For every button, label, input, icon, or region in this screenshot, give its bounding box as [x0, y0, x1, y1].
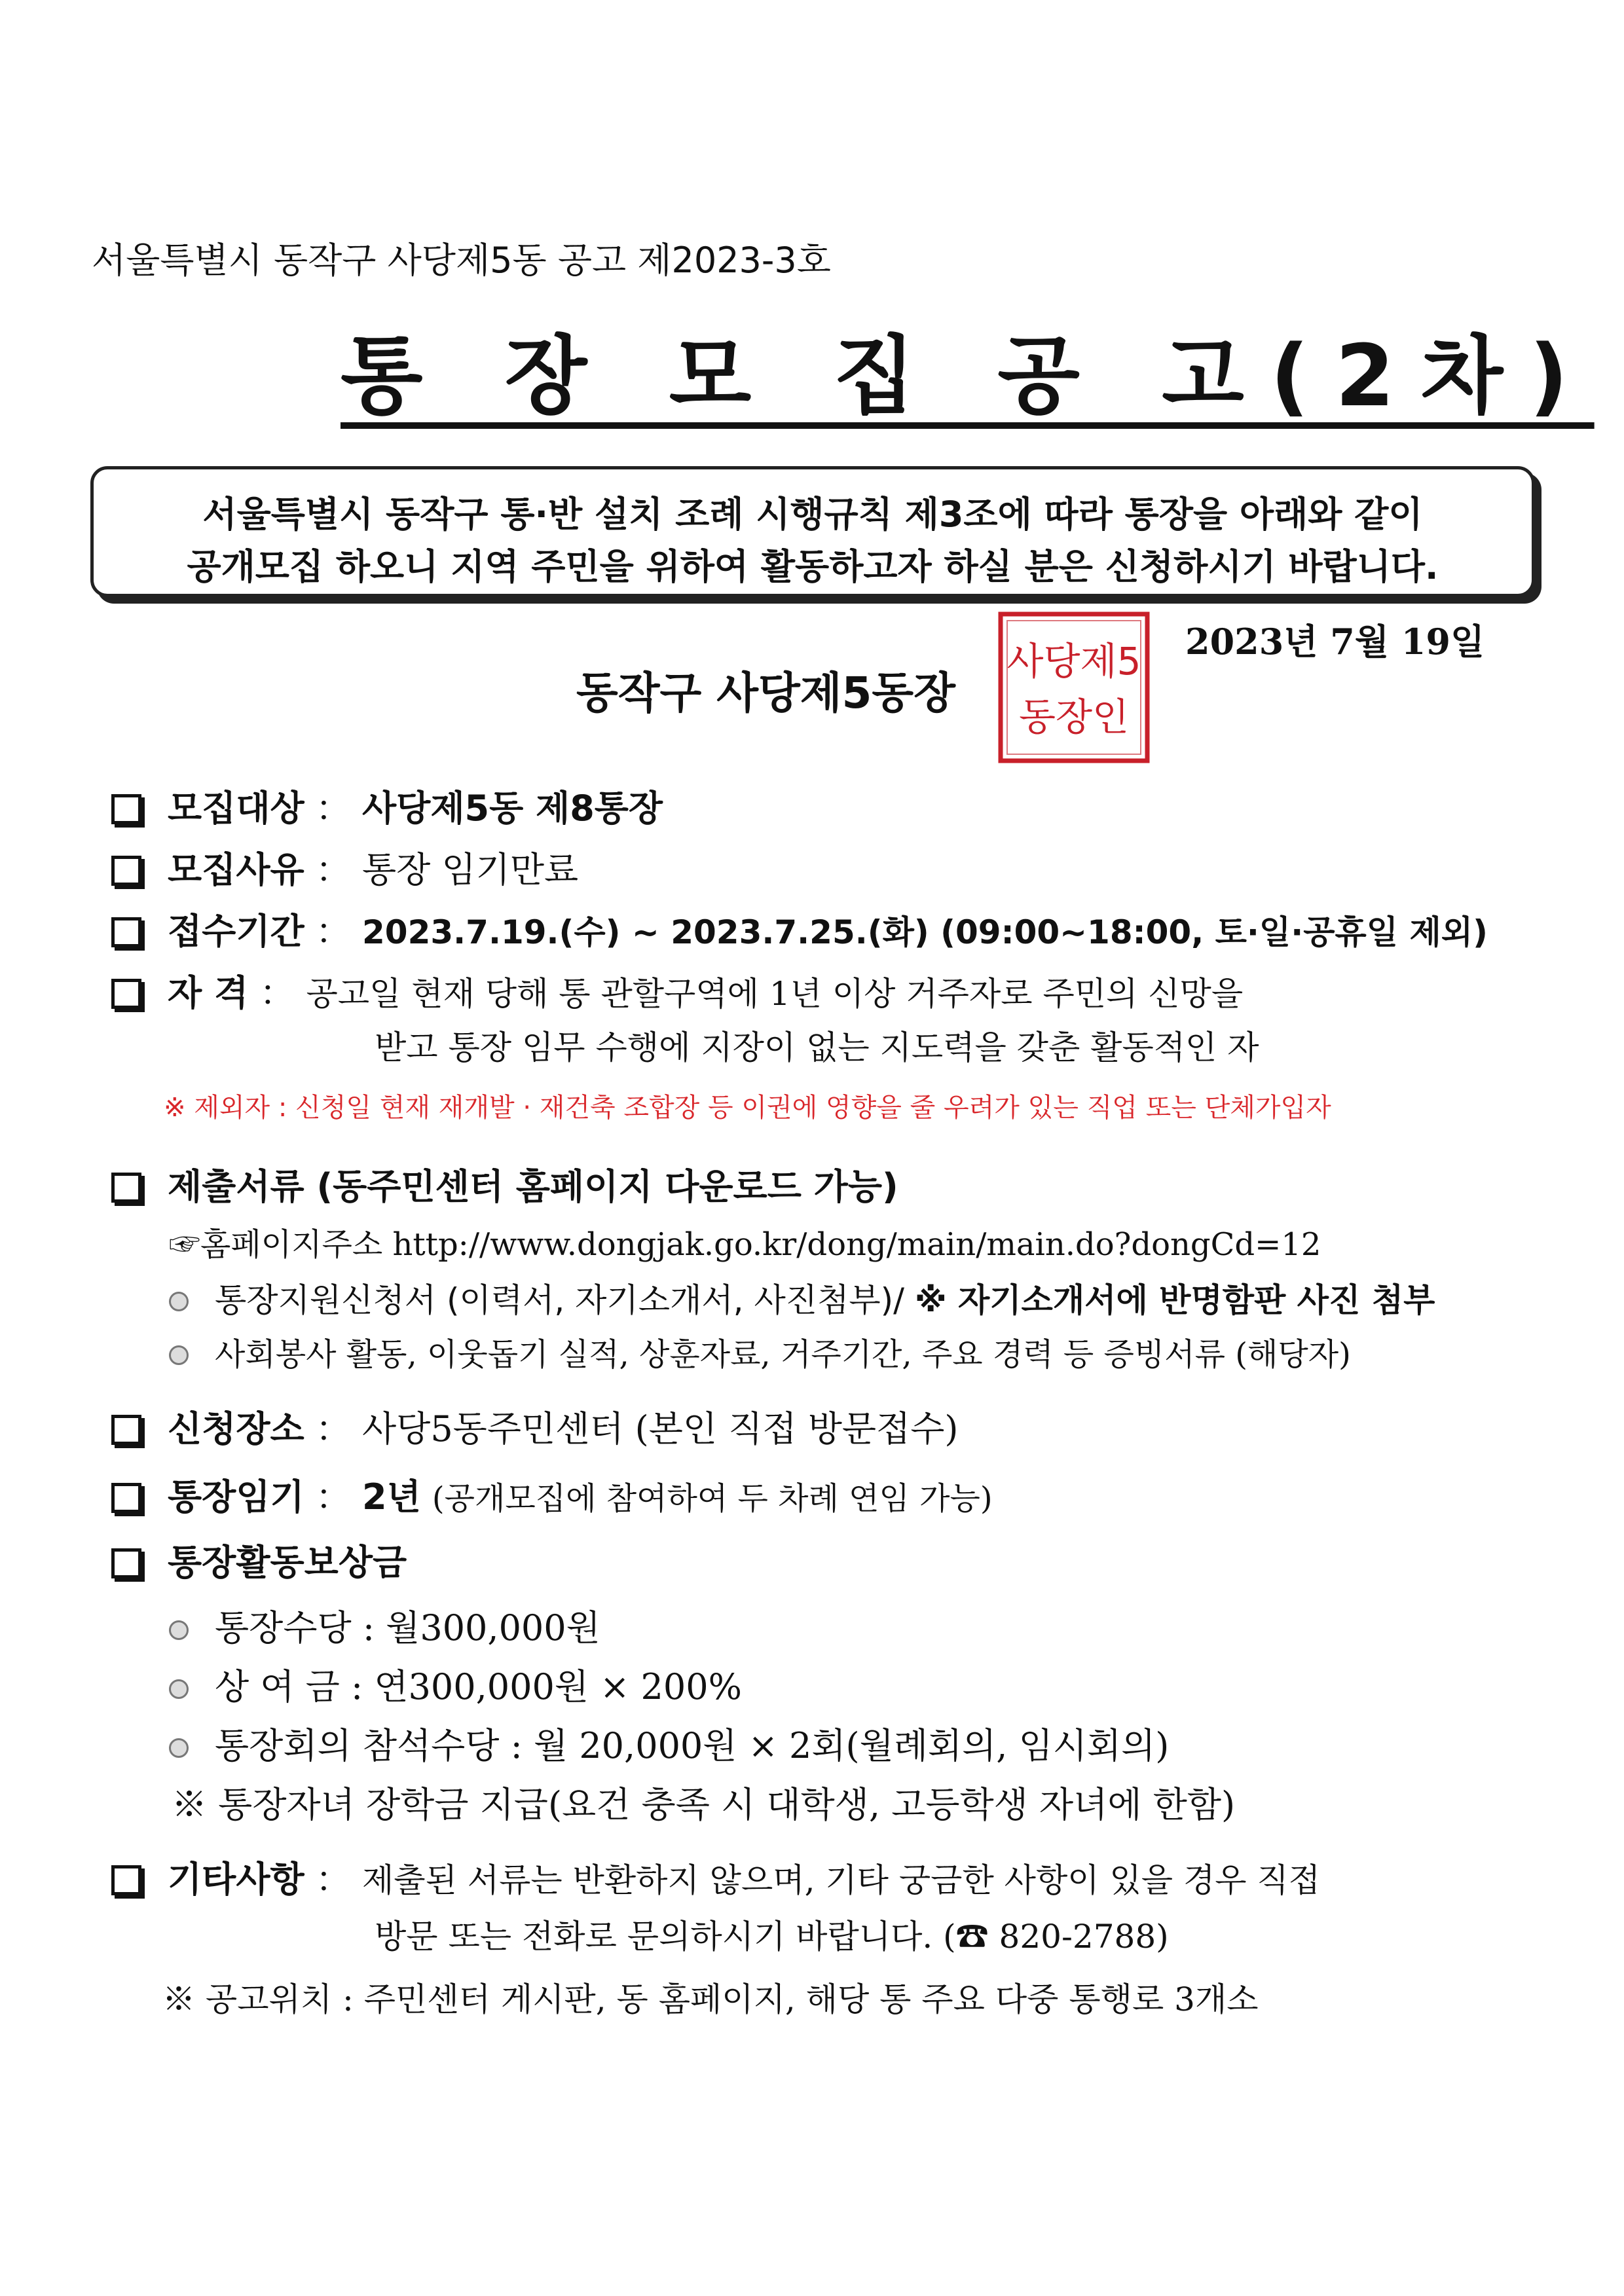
term-sep: ： — [315, 1476, 351, 1518]
issuer: 동작구 사당제5동장 — [576, 668, 955, 718]
compensation-label: 통장활동보상금 — [168, 1542, 407, 1583]
etc-label: 기타사항 — [168, 1859, 304, 1900]
compensation-row — [111, 1535, 407, 1585]
document-item-1 — [169, 1274, 1435, 1321]
period-row — [111, 903, 1488, 954]
scholarship-note: ※ 통장자녀 장학금 지급(요건 충족 시 대학생, 고등학생 자녀에 한함) — [172, 1784, 1236, 1825]
etc-row — [111, 1851, 1320, 1902]
compensation-item-2 — [169, 1659, 742, 1709]
term-value: (공개모집에 참여하여 두 차례 연임 가능) — [432, 1480, 993, 1517]
target-row — [111, 780, 663, 831]
term-row — [111, 1469, 993, 1520]
qualification-sep: ： — [259, 972, 295, 1013]
notice-number: 서울특별시 동작구 사당제5동 공고 제2023-3호 — [92, 240, 831, 281]
intro-line-1: 서울특별시 동작구 통·반 설치 조례 시행규칙 제3조에 따라 통장을 아래와 같이 — [202, 494, 1423, 535]
bullet-icon — [169, 1620, 189, 1640]
intro-box — [90, 466, 1535, 597]
qualification-line-2: 받고 통장 임무 수행에 지장이 없는 지도력을 갖춘 활동적인 자 — [375, 1029, 1259, 1066]
seal-line-1: 사당제5 — [1006, 639, 1141, 683]
notice-date: 2023년 7월 19일 — [1185, 621, 1485, 663]
official-seal — [995, 609, 1153, 766]
checkbox-icon — [111, 856, 141, 886]
checkbox-icon — [111, 1865, 141, 1895]
document-item-1-note: ※ 자기소개서에 반명함판 사진 첨부 — [914, 1281, 1435, 1319]
document-item-2 — [169, 1329, 1351, 1374]
reason-sep: ： — [315, 849, 351, 890]
documents-label: 제출서류 (동주민센터 홈페이지 다운로드 가능) — [168, 1166, 898, 1207]
document-item-1-text: 통장지원신청서 (이력서, 자기소개서, 사진첨부)/ — [215, 1281, 905, 1319]
checkbox-icon — [111, 917, 141, 947]
checkbox-icon — [111, 1548, 141, 1578]
bullet-icon — [169, 1345, 189, 1365]
reason-value: 통장 임기만료 — [362, 849, 579, 890]
qualification-label: 자 격 — [168, 972, 249, 1013]
etc-line-2: 방문 또는 전화로 문의하시기 바랍니다. (☎ 820-2788) — [375, 1918, 1169, 1956]
bullet-icon — [169, 1738, 189, 1758]
place-value: 사당5동주민센터 (본인 직접 방문접수) — [362, 1408, 959, 1449]
homepage-url[interactable]: ☞홈페이지주소 http://www.dongjak.go.kr/dong/main/main.do?dongCd=12 — [169, 1226, 1321, 1263]
checkbox-icon — [111, 794, 141, 824]
period-label: 접수기간 — [168, 911, 304, 952]
checkbox-icon — [111, 979, 141, 1009]
checkbox-icon — [111, 1173, 141, 1203]
exclusion-note: ※ 제외자 : 신청일 현재 재개발 · 재건축 조합장 등 이권에 영향을 줄 우려가 있는 직업 또는 단체가입자 — [164, 1093, 1331, 1123]
compensation-item-2-text: 상 여 금 : 연300,000원 × 200% — [215, 1666, 742, 1707]
reason-label: 모집사유 — [168, 849, 304, 890]
target-value: 사당제5동 제8통장 — [362, 788, 663, 829]
documents-row — [111, 1159, 898, 1209]
compensation-item-1 — [169, 1600, 600, 1650]
checkbox-icon — [111, 1415, 141, 1445]
etc-sep: ： — [315, 1859, 351, 1900]
bullet-icon — [169, 1679, 189, 1699]
term-value-bold: 2년 — [362, 1476, 421, 1518]
period-value: 2023.7.19.(수) ~ 2023.7.25.(화) (09:00~18:00, 토·일·공휴일 제외) — [362, 913, 1488, 951]
qualification-line-1: 공고일 현재 당해 통 관할구역에 1년 이상 거주자로 주민의 신망을 — [306, 975, 1244, 1013]
compensation-item-1-text: 통장수당 : 월300,000원 — [215, 1607, 600, 1649]
target-label: 모집대상 — [168, 788, 304, 829]
compensation-item-3 — [169, 1718, 1169, 1768]
period-sep: ： — [315, 911, 351, 952]
reason-row — [111, 842, 578, 892]
place-row — [111, 1401, 958, 1451]
checkbox-icon — [111, 1483, 141, 1513]
bullet-icon — [169, 1292, 189, 1311]
place-sep: ： — [315, 1408, 351, 1449]
posting-location: ※ 공고위치 : 주민센터 게시판, 동 홈페이지, 해당 통 주요 다중 통행로 3개소 — [162, 1980, 1259, 2018]
term-label: 통장임기 — [168, 1476, 304, 1518]
target-sep: ： — [315, 788, 351, 829]
page-title: 통 장 모 집 공 고(2차) — [341, 326, 1595, 426]
qualification-row — [111, 965, 1243, 1015]
etc-line-1: 제출된 서류는 반환하지 않으며, 기타 궁금한 사항이 있을 경우 직접 — [362, 1861, 1321, 1899]
place-label: 신청장소 — [168, 1408, 304, 1449]
document-item-2-text: 사회봉사 활동, 이웃돕기 실적, 상훈자료, 거주기간, 주요 경력 등 증빙서류 (해당자) — [215, 1336, 1351, 1373]
intro-line-2: 공개모집 하오니 지역 주민을 위하여 활동하고자 하실 분은 신청하시기 바랍니다. — [187, 546, 1439, 587]
seal-line-2: 동장인 — [1018, 695, 1130, 739]
compensation-item-3-text: 통장회의 참석수당 : 월 20,000원 × 2회(월례회의, 임시회의) — [215, 1725, 1170, 1766]
